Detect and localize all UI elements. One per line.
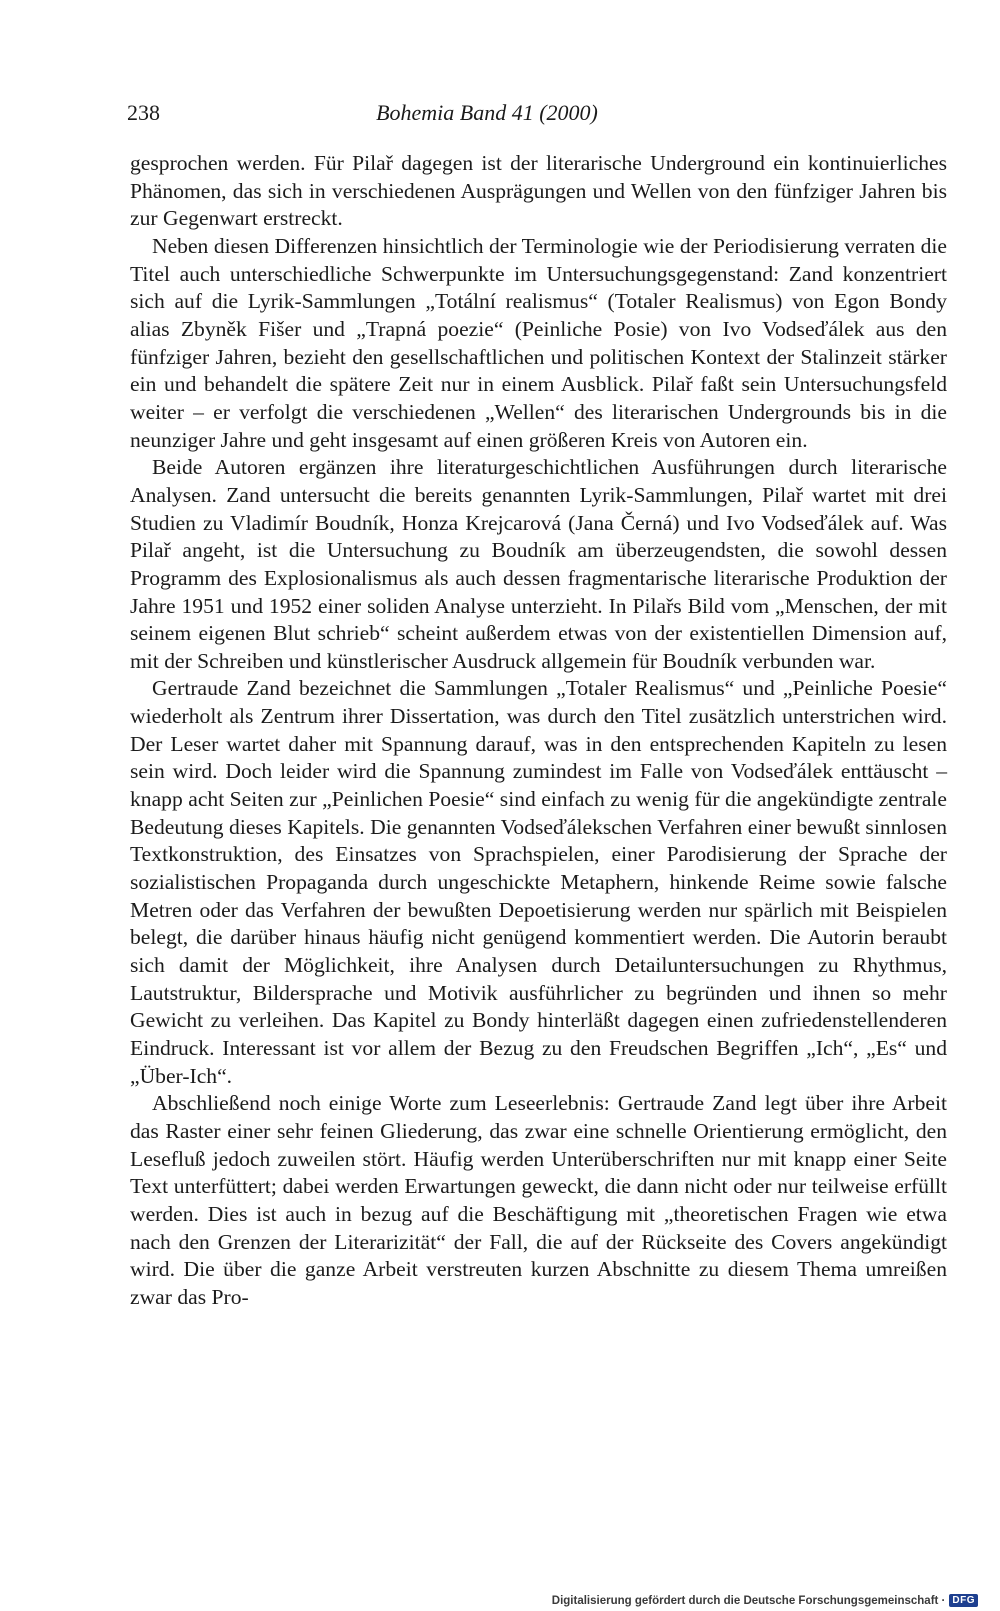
running-title: Bohemia Band 41 (2000) <box>376 100 598 125</box>
page-header <box>127 100 847 134</box>
paragraph: gesprochen werden. Für Pilař dagegen ist der literarische Underground ein kontinuierliches Phänomen, das sich in verschiedenen Ausprägungen und Wellen von den fünfziger Jahren bis zur Gegenwart erstreckt. <box>130 151 947 231</box>
page-number: 238 <box>127 100 160 125</box>
digitization-credit <box>552 1594 978 1607</box>
dfg-logo-icon: DFG <box>949 1594 978 1607</box>
body-text <box>130 150 947 1312</box>
credit-text: Digitalisierung gefördert durch die Deutsche Forschungsgemeinschaft · <box>551 1594 946 1607</box>
paragraph: Neben diesen Differenzen hinsichtlich der Terminologie wie der Periodisierung verraten die Titel auch unterschiedliche Schwerpunkte im Untersuchungsgegenstand: Zand konzentriert sich auf die Lyrik-Sammlungen „Totální realismus“ (Totaler Realismus) von Egon Bondy alias Zbyněk Fišer und „Trapná poezie“ (Peinliche Posie) von Ivo Vodseďálek aus den fünfziger Jahren, bezieht den gesellschaftlichen und politischen Kontext der Stalinzeit stärker ein und behandelt die spätere Zeit nur in einem Ausblick. Pilař faßt sein Untersuchungsfeld weiter – er verfolgt die verschiedenen „Wellen“ des literarischen Undergrounds bis in die neunziger Jahre und geht insgesamt auf einen größeren Kreis von Autoren ein. <box>130 233 947 452</box>
paragraph: Beide Autoren ergänzen ihre literaturgeschichtlichen Ausführungen durch literarische Analysen. Zand untersucht die bereits genannten Lyrik-Sammlungen, Pilař wartet mit drei Studien zu Vladimír Boudník, Honza Krejcarová (Jana Černá) und Ivo Vodseďálek auf. Was Pilař angeht, ist die Untersuchung zu Boudník am überzeugendsten, die sowohl dessen Programm des Explosionalismus als auch dessen fragmentarische literarische Produktion der Jahre 1951 und 1952 einer soliden Analyse unterzieht. In Pilařs Bild vom „Menschen, der mit seinem eigenen Blut schrieb“ scheint außerdem etwas von der existentiellen Dimension auf, mit der Schreiben und künstlerischer Ausdruck allgemein für Boudník verbunden war. <box>130 455 947 673</box>
paragraph: Abschließend noch einige Worte zum Leseerlebnis: Gertraude Zand legt über ihre Arbeit das Raster einer sehr feinen Gliederung, das zwar eine schnelle Orientierung ermöglicht, den Lesefluß jedoch zuweilen stört. Häufig werden Unterüberschriften nur mit knapp einer Seite Text unterfüttert; dabei werden Erwartungen geweckt, die dann nicht oder nur teilweise erfüllt werden. Dies ist auch in bezug auf die Beschäftigung mit „theoretischen Fragen wie etwa nach den Grenzen der Literarizität“ der Fall, die auf der Rückseite des Covers angekündigt wird. Die über die ganze Arbeit verstreuten kurzen Abschnitte zu diesem Thema umreißen zwar das Pro- <box>130 1091 947 1309</box>
paragraph: Gertraude Zand bezeichnet die Sammlungen „Totaler Realismus“ und „Peinliche Poesie“ wiederholt als Zentrum ihrer Dissertation, was durch den Titel zusätzlich unterstrichen wird. Der Leser wartet daher mit Spannung darauf, was in den entsprechenden Kapiteln zu lesen sein wird. Doch leider wird die Spannung zumindest im Falle von Vodseďálek enttäuscht – knapp acht Seiten zur „Peinlichen Poesie“ sind einfach zu wenig für die angekündigte zentrale Bedeutung dieses Kapitels. Die genannten Vodseďálekschen Verfahren einer bewußt sinnlosen Textkonstruktion, des Einsatzes von Sprachspielen, einer Parodisierung der Sprache der sozialistischen Propaganda durch ungeschickte Metaphern, hinkende Reime sowie falsche Metren oder das Verfahren der bewußten Depoetisierung werden nur spärlich mit Beispielen belegt, die darüber hinaus häufig nicht genügend kommentiert werden. Die Autorin beraubt sich damit der Möglichkeit, ihre Analysen durch Detailuntersuchungen zu Rhythmus, Lautstruktur, Bildersprache und Motivik ausführlicher zu begründen und ihnen so mehr Gewicht zu verleihen. Das Kapitel zu Bondy hinterläßt dagegen einen zufriedenstellenderen Eindruck. Interessant ist vor allem der Bezug zu den Freudschen Begriffen „Ich“, „Es“ und „Über-Ich“. <box>130 676 947 1088</box>
